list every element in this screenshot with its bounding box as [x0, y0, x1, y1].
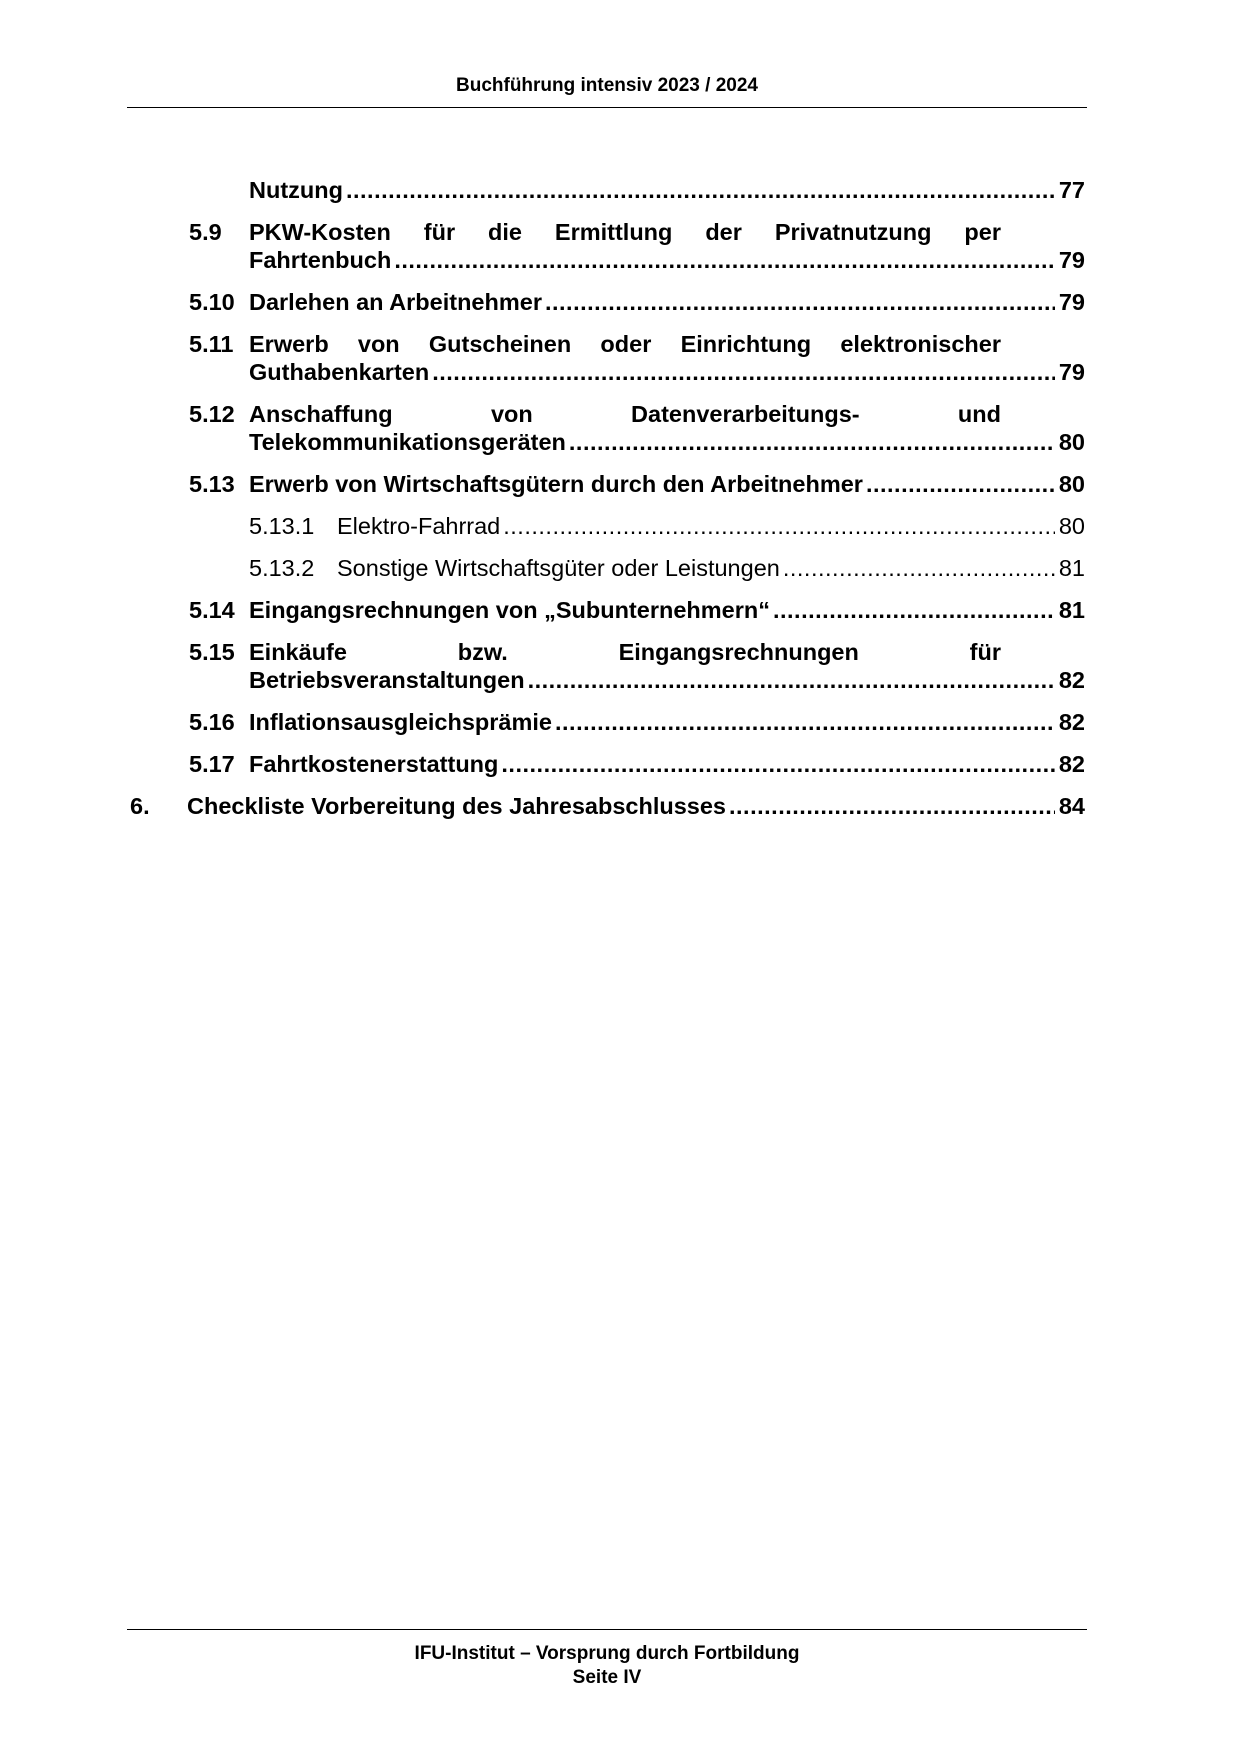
- footer-institute: IFU-Institut – Vorsprung durch Fortbildung: [414, 1643, 800, 1664]
- toc-entry-title: Betriebsveranstaltungen: [249, 667, 525, 693]
- toc-entry-page: 82: [1058, 667, 1085, 693]
- toc-entry-line: [249, 358, 1085, 386]
- toc-entry-title-first-line: Einkäufe bzw. Eingangsrechnungen für: [249, 639, 1001, 665]
- dot-leader: [729, 792, 1055, 820]
- toc-entry-page: 82: [1058, 709, 1085, 735]
- toc-entry-number: 5.10: [189, 289, 235, 315]
- toc-entry-page: 82: [1058, 751, 1085, 777]
- toc-entry[interactable]: [127, 596, 1085, 624]
- toc-entry-title-first-line: Anschaffung von Datenverarbeitungs- und: [249, 401, 1001, 427]
- toc-entry-body: [249, 288, 1085, 316]
- toc-entry-body: [337, 554, 1085, 582]
- toc-entry-line: [187, 792, 1085, 820]
- toc-entry-body: [187, 792, 1085, 820]
- toc-entry-page: 80: [1058, 429, 1085, 455]
- toc-entry-page: 77: [1058, 177, 1085, 203]
- toc-entry-body: [249, 708, 1085, 736]
- toc-entry-title: Checkliste Vorbereitung des Jahresabschlusses: [187, 793, 726, 819]
- toc-entry-body: [249, 400, 1085, 456]
- toc-entry-page: 81: [1058, 555, 1085, 581]
- dot-leader: [569, 428, 1055, 456]
- toc-entry-title-first-line: PKW-Kosten für die Ermittlung der Privatnutzung per: [249, 219, 1001, 245]
- toc-entry-number: 5.9: [189, 219, 222, 245]
- toc-entry[interactable]: [127, 176, 1085, 204]
- toc-entry-number: 5.17: [189, 751, 235, 777]
- toc-entry-title: Elektro-Fahrrad: [337, 513, 501, 539]
- toc-entry-line: [249, 246, 1085, 274]
- toc-entry-title: Telekommunikationsgeräten: [249, 429, 566, 455]
- dot-leader: [432, 358, 1055, 386]
- toc-entry[interactable]: [127, 470, 1085, 498]
- dot-leader: [501, 750, 1054, 778]
- toc-entry-line: [249, 428, 1085, 456]
- toc-entry-body: [337, 512, 1085, 540]
- dot-leader: [528, 666, 1055, 694]
- toc-entry-title-first-line: Erwerb von Gutscheinen oder Einrichtung elektronischer: [249, 331, 1001, 357]
- toc-entry[interactable]: [127, 708, 1085, 736]
- toc-entry-page: 79: [1058, 247, 1085, 273]
- toc-entry-number: 5.13.2: [249, 555, 315, 581]
- toc-entry-page: 81: [1058, 597, 1085, 623]
- toc-entry-title: Sonstige Wirtschaftsgüter oder Leistungen: [337, 555, 780, 581]
- footer-rule: [127, 1629, 1087, 1630]
- dot-leader: [866, 470, 1055, 498]
- toc-entry-title: Darlehen an Arbeitnehmer: [249, 289, 542, 315]
- toc-entry-number: 6.: [130, 793, 150, 819]
- toc-entry-page: 84: [1058, 793, 1085, 819]
- toc-entry-body: [249, 596, 1085, 624]
- table-of-contents: [127, 176, 1085, 834]
- toc-entry-title: Eingangsrechnungen von „Subunternehmern“: [249, 597, 770, 623]
- toc-entry-number: 5.13.1: [249, 513, 315, 539]
- toc-entry-number: 5.14: [189, 597, 235, 623]
- toc-entry-line: [249, 666, 1085, 694]
- toc-entry-line: [249, 470, 1085, 498]
- toc-entry-line: [249, 750, 1085, 778]
- toc-entry-title: Nutzung: [249, 177, 343, 203]
- toc-entry-line: [249, 708, 1085, 736]
- dot-leader: [394, 246, 1055, 274]
- dot-leader: [346, 176, 1055, 204]
- toc-entry-number: 5.13: [189, 471, 235, 497]
- toc-entry-title: Erwerb von Wirtschaftsgütern durch den Arbeitnehmer: [249, 471, 863, 497]
- toc-entry[interactable]: [127, 512, 1085, 540]
- toc-entry-title: Inflationsausgleichsprämie: [249, 709, 552, 735]
- toc-entry-page: 79: [1058, 289, 1085, 315]
- toc-entry-number: 5.15: [189, 639, 235, 665]
- toc-entry-line: [337, 512, 1085, 540]
- toc-entry-body: [249, 750, 1085, 778]
- toc-entry-title: Fahrtenbuch: [249, 247, 392, 273]
- dot-leader: [545, 288, 1055, 316]
- toc-entry-number: 5.11: [189, 331, 234, 357]
- toc-entry-title: Fahrtkostenerstattung: [249, 751, 499, 777]
- dot-leader: [773, 596, 1055, 624]
- toc-entry-page: 79: [1058, 359, 1085, 385]
- header-rule: [127, 107, 1087, 108]
- toc-entry[interactable]: [127, 400, 1085, 456]
- toc-entry-line: [337, 554, 1085, 582]
- toc-entry-line: [249, 176, 1085, 204]
- toc-entry-page: 80: [1058, 471, 1085, 497]
- toc-entry-number: 5.12: [189, 401, 235, 427]
- running-header: Buchführung intensiv 2023 / 2024: [456, 75, 758, 96]
- toc-entry-body: [249, 176, 1085, 204]
- toc-entry-number: 5.16: [189, 709, 235, 735]
- toc-entry-page: 80: [1058, 513, 1085, 539]
- toc-entry[interactable]: [127, 750, 1085, 778]
- dot-leader: [555, 708, 1055, 736]
- toc-entry[interactable]: [127, 554, 1085, 582]
- footer-page-number: Seite IV: [572, 1667, 642, 1688]
- toc-entry-body: [249, 470, 1085, 498]
- toc-entry-line: [249, 288, 1085, 316]
- toc-entry-body: [249, 330, 1085, 386]
- toc-entry-title: Guthabenkarten: [249, 359, 430, 385]
- toc-entry[interactable]: [127, 330, 1085, 386]
- toc-entry[interactable]: [127, 792, 1085, 820]
- dot-leader: [783, 554, 1055, 582]
- toc-entry-body: [249, 218, 1085, 274]
- toc-entry[interactable]: [127, 218, 1085, 274]
- toc-entry-body: [249, 638, 1085, 694]
- toc-entry[interactable]: [127, 638, 1085, 694]
- dot-leader: [503, 512, 1055, 540]
- toc-entry-line: [249, 596, 1085, 624]
- toc-entry[interactable]: [127, 288, 1085, 316]
